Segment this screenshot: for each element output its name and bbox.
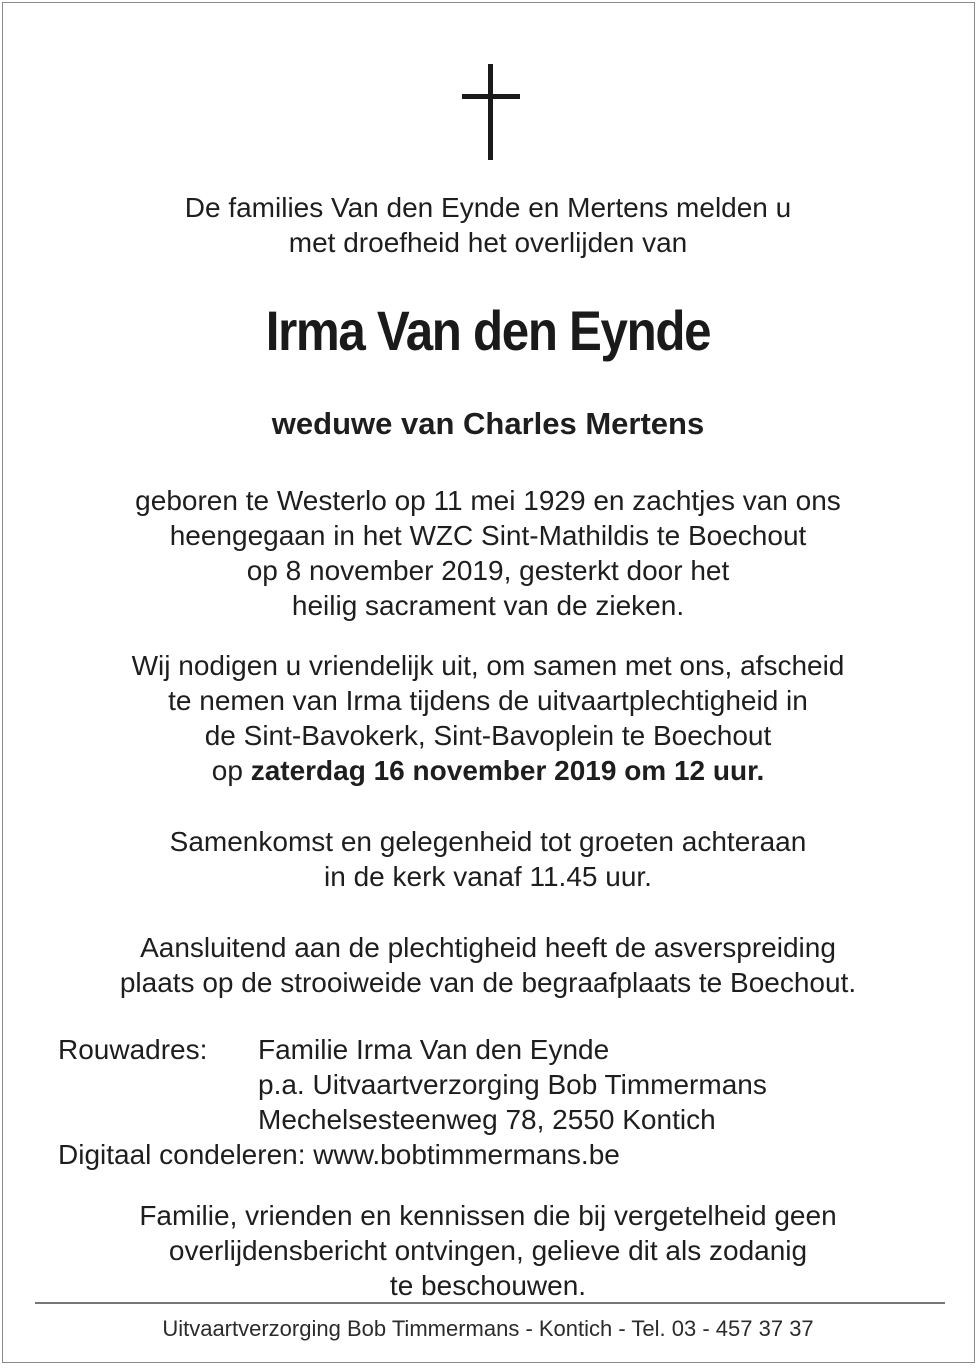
condolence-label: Digitaal condeleren: (58, 1139, 306, 1170)
ashes-line: plaats op de strooiweide van de begraafplaats te Boechout. (119, 967, 857, 998)
announcement-intro (0, 190, 976, 260)
footer-text: Uitvaartverzorging Bob Timmermans - Kontich - Tel. 03 - 457 37 37 (162, 1316, 814, 1341)
gathering-line: Samenkomst en gelegenheid tot groeten achteraan (169, 826, 807, 857)
ashes-info (0, 930, 976, 1000)
spouse-line: weduwe van Charles Mertens (271, 406, 705, 441)
intro-line: De families Van den Eynde en Mertens melden u (184, 192, 792, 223)
details-line: heilig sacrament van de zieken. (291, 590, 685, 621)
footer-divider (35, 1302, 945, 1304)
ashes-line: Aansluitend aan de plechtigheid heeft de asverspreiding (140, 932, 836, 963)
invite-line: te nemen van Irma tijdens de uitvaartplechtigheid in (168, 685, 808, 716)
family-note-line: Familie, vrienden en kennissen die bij vergetelheid geen (139, 1200, 837, 1231)
address-label: Rouwadres: (58, 1034, 208, 1065)
gathering-line: in de kerk vanaf 11.45 uur. (324, 861, 652, 892)
address-line: Mechelsesteenweg 78, 2550 Kontich (258, 1104, 716, 1135)
condolence-link[interactable]: www.bobtimmermans.be (313, 1139, 620, 1170)
invite-date-line (0, 753, 976, 788)
invite-date-prefix: op (211, 755, 251, 786)
mourning-address (58, 1032, 767, 1172)
details-line: geboren te Westerlo op 11 mei 1929 en zachtjes van ons (135, 485, 841, 516)
invite-line: Wij nodigen u vriendelijk uit, om samen met ons, afscheid (131, 650, 845, 681)
latin-cross-icon (462, 64, 520, 160)
family-note-line: overlijdensbericht ontvingen, gelieve dit als zodanig (168, 1235, 808, 1266)
family-note-line: te beschouwen. (389, 1270, 587, 1301)
invite-line: de Sint-Bavokerk, Sint-Bavoplein te Boechout (204, 720, 772, 751)
details-line: op 8 november 2019, gesterkt door het (246, 555, 730, 586)
intro-line: met droefheid het overlijden van (288, 227, 688, 258)
details-line: heengegaan in het WZC Sint-Mathildis te Boechout (169, 520, 807, 551)
gathering-info (0, 824, 976, 894)
address-line: Familie Irma Van den Eynde (258, 1034, 610, 1065)
address-line: p.a. Uitvaartverzorging Bob Timmermans (258, 1069, 767, 1100)
family-note (0, 1198, 976, 1303)
deceased-name: Irma Van den Eynde (265, 299, 711, 362)
birth-death-details (0, 483, 976, 623)
funeral-invitation (0, 648, 976, 788)
funeral-date: zaterdag 16 november 2019 om 12 uur. (250, 755, 765, 786)
